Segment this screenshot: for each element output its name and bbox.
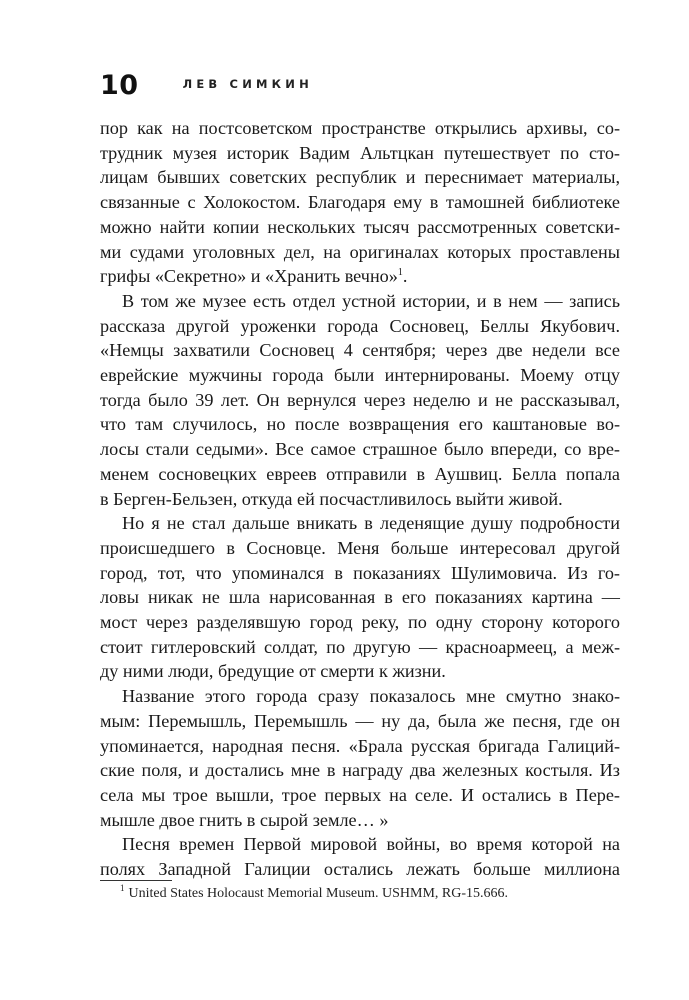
text-line: лицам бывших советских республик и переснимает материалы, [100, 167, 620, 188]
running-head: ЛЕВ СИМКИН [182, 77, 313, 91]
footnote-text: United States Holocaust Memorial Museum. USHMM, RG-15.666. [128, 886, 509, 901]
text-line: ми судами уголовных дел, на оригиналах которых проставлены [100, 241, 620, 262]
text-line: Но я не стал дальше вникать в леденящие душу подробности [122, 513, 620, 534]
text-line: рассказа другой уроженки города Сосновец, Беллы Якубович. [100, 315, 620, 336]
text-line: Название этого города сразу показалось мне смутно знако- [122, 686, 620, 707]
text-line: трудник музея историк Вадим Альтцкан путешествует по сто- [100, 142, 620, 163]
text-line: связанные с Холокостом. Благодаря ему в тамошней библиотеке [100, 192, 620, 213]
text-line: лосы стали седыми». Все самое страшное было впереди, со вре- [100, 439, 620, 460]
paragraph-3 [100, 511, 620, 684]
text-line-tail: . [402, 266, 408, 287]
text-line: можно найти копии нескольких тысяч рассмотренных советски- [100, 216, 620, 237]
text-line: тогда было 39 лет. Он вернулся через неделю и не рассказывал, [100, 389, 620, 410]
text-line: мост через разделявшую город реку, по одну сторону которого [100, 612, 620, 633]
text-line: Песня времен Первой мировой войны, во время которой на [122, 834, 620, 855]
text-line: В том же музее есть отдел устной истории, и в нем — запись [122, 290, 620, 311]
text-line: еврейские мужчины города были интернированы. Моему отцу [100, 365, 620, 386]
text-line: полях Западной Галиции остались лежать больше миллиона [100, 859, 620, 880]
text-line: что там случилось, но после возвращения его каштановые во- [100, 414, 620, 435]
text-line: мым: Перемышль, Перемышль — ну да, была же песня, где он [100, 710, 620, 731]
text-line: ду ними люди, бредущие от смерти к жизни. [100, 661, 446, 682]
footnote-reference[interactable]: 1 [397, 267, 403, 279]
footnote-divider [100, 880, 172, 881]
paragraph-5 [100, 832, 620, 881]
footnote-mark: 1 [120, 883, 125, 894]
text-line: ловы никак не шла нарисованная в его показаниях картина — [100, 587, 620, 608]
footnote [120, 883, 620, 902]
page-number: 10 [100, 70, 139, 101]
text-line: пор как на постсоветском пространстве открылись архивы, со- [100, 118, 620, 138]
text-line: менем сосновецких евреев отправили в Аушвиц. Белла попала [100, 463, 620, 484]
paragraph-1 [100, 116, 620, 289]
text-line: происшедшего в Сосновце. Меня больше интересовал другой [100, 537, 620, 558]
text-line: села мы трое вышли, трое первых на селе. И остались в Пере- [100, 784, 620, 805]
text-line: упоминается, народная песня. «Брала русская бригада Галиций- [100, 735, 620, 756]
text-line: в Берген-Бельзен, откуда ей посчастливилось выйти живой. [100, 488, 563, 509]
text-line: «Немцы захватили Сосновец 4 сентября; через две недели все [100, 340, 620, 361]
text-line: стоит гитлеровский солдат, по другую — красноармеец, а меж- [100, 636, 620, 657]
paragraph-4 [100, 684, 620, 832]
text-line: город, тот, что упоминался в показаниях Шулимовича. Из го- [100, 562, 620, 583]
text-line: ские поля, и достались мне в награду два железных костыля. Из [100, 760, 620, 781]
page-header [100, 70, 313, 110]
body-text [100, 116, 620, 882]
text-line: мышле двое гнить в сырой земле… » [100, 809, 389, 830]
text-line-body: грифы «Секретно» и «Хранить вечно» [100, 266, 398, 287]
paragraph-2 [100, 289, 620, 511]
text-line [100, 264, 620, 289]
